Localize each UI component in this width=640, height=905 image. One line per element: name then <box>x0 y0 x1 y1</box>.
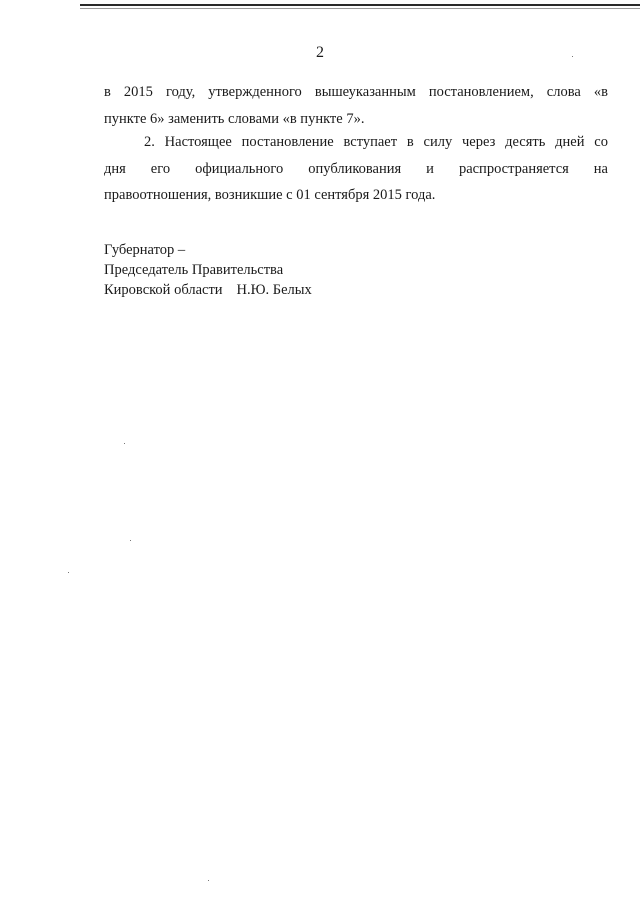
signature-block <box>104 240 312 300</box>
scan-border-line <box>80 4 640 6</box>
scan-artifact <box>124 443 125 444</box>
page-number: 2 <box>316 44 324 61</box>
signatory-name: Н.Ю. Белых <box>236 282 312 298</box>
scan-border-line-thin <box>80 8 640 9</box>
signature-region-line <box>104 280 312 300</box>
paragraph-line: в 2015 году, утвержденного вышеуказанным постановлением, слова «в <box>104 84 608 100</box>
scan-artifact <box>572 56 573 57</box>
paragraph-continuation <box>104 79 608 132</box>
paragraph-line: правоотношения, возникшие с 01 сентября 2015 года. <box>104 187 436 203</box>
signature-title: Губернатор – <box>104 242 186 258</box>
signature-position: Председатель Правительства <box>104 262 284 278</box>
scan-artifact <box>130 540 131 541</box>
paragraph-line: пункте 6» заменить словами «в пункте 7». <box>104 110 365 127</box>
signature-region: Кировской области <box>104 282 223 298</box>
paragraph-item-2 <box>104 129 608 209</box>
paragraph-line: 2. Настоящее постановление вступает в силу через десять дней со <box>144 134 608 150</box>
scan-artifact <box>68 572 69 573</box>
scan-artifact <box>208 880 209 881</box>
paragraph-line: дня его официального опубликования и распространяется на <box>104 160 608 177</box>
